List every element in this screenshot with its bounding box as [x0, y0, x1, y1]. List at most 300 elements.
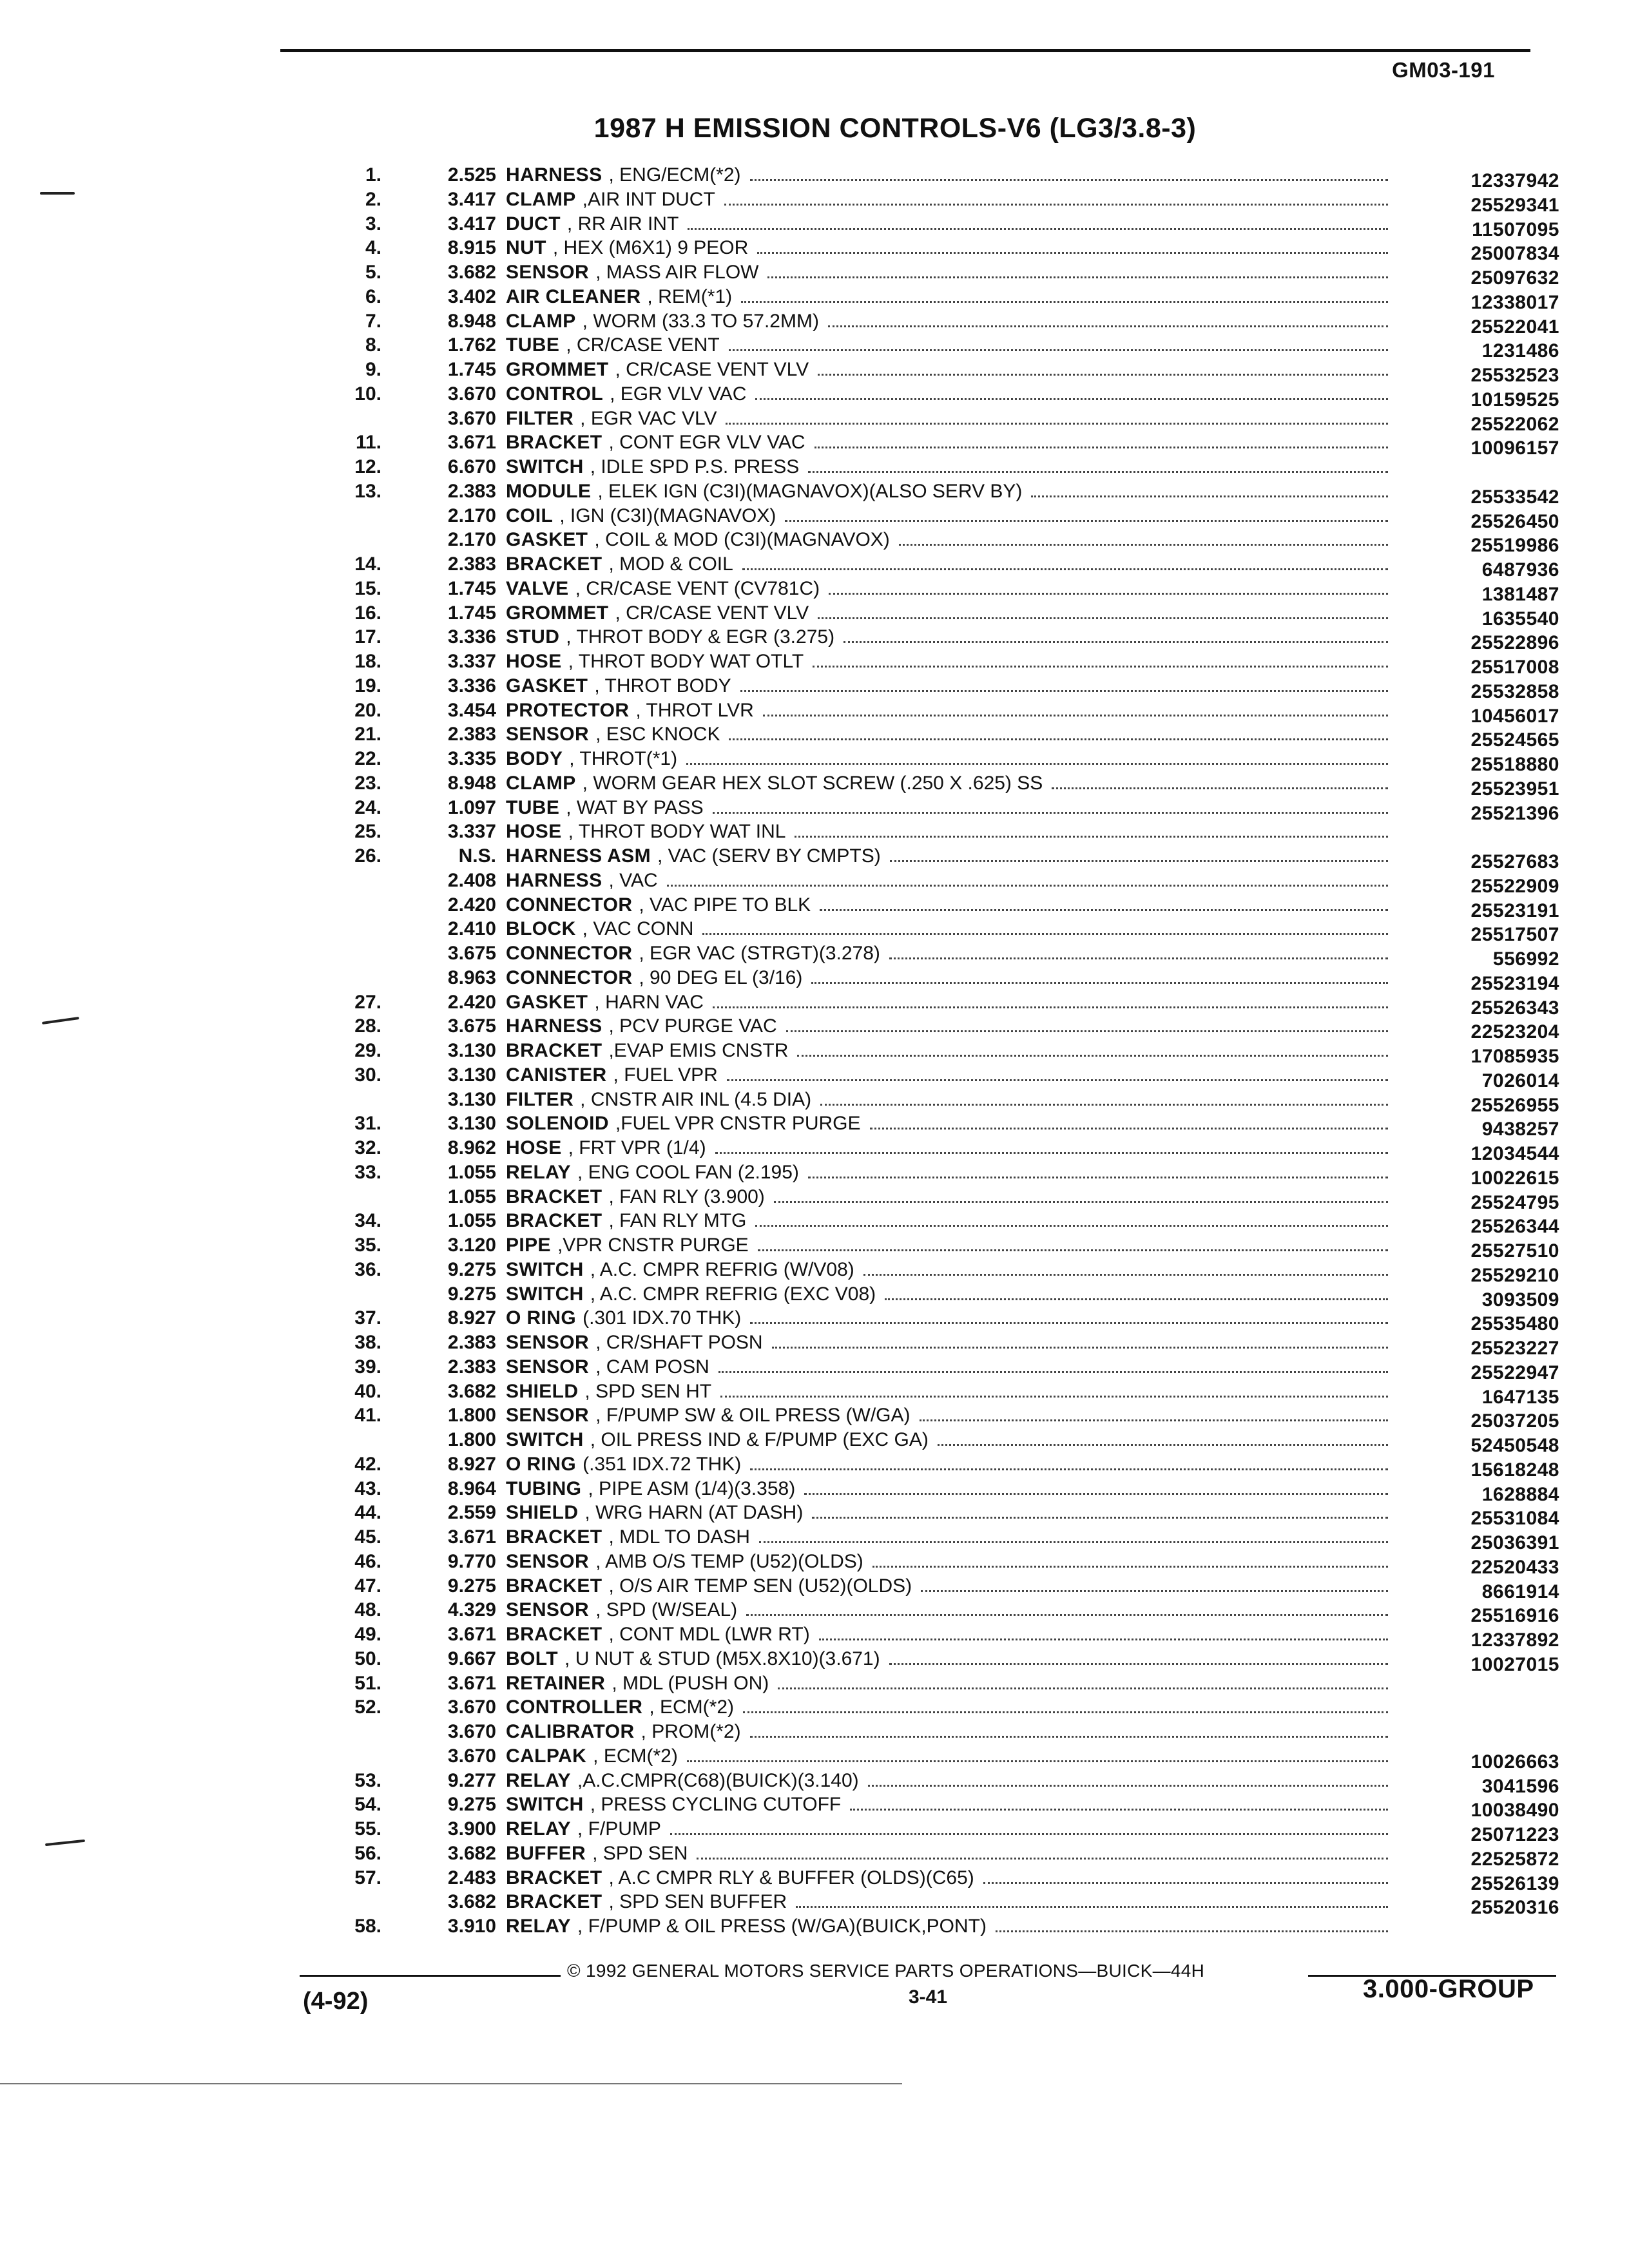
item-key: 27. [354, 991, 381, 1013]
group-number: 2.383 [447, 1356, 496, 1378]
part-number: 12034544 [1470, 1143, 1559, 1164]
part-detail: ,A.C.CMPR(C68)(BUICK)(3.140) [577, 1769, 859, 1791]
part-description [506, 1792, 1392, 1817]
part-name: SHIELD [506, 1380, 579, 1402]
part-row [322, 309, 1559, 338]
item-key: 24. [354, 796, 381, 818]
part-row [322, 917, 1559, 946]
item-key: 53. [354, 1769, 381, 1791]
part-row [322, 1136, 1559, 1164]
item-key: 41. [354, 1405, 381, 1427]
part-row [322, 479, 1559, 508]
dot-leader [797, 1039, 1388, 1057]
part-name: PIPE [506, 1235, 551, 1256]
catalog-code: GM03-191 [1392, 58, 1495, 82]
part-number: 9438257 [1481, 1119, 1559, 1140]
group-number: 1.800 [447, 1405, 496, 1427]
group-number: 9.275 [447, 1283, 496, 1305]
part-name: SENSOR [506, 1405, 590, 1427]
part-description [506, 236, 1392, 260]
part-description [506, 1671, 1392, 1696]
part-row [322, 820, 1559, 844]
part-description [506, 1841, 1392, 1866]
part-detail: (.301 IDX.70 THK) [583, 1307, 742, 1329]
part-detail: , THROT(*1) [569, 748, 678, 769]
part-name: SWITCH [506, 456, 584, 477]
item-key: 10. [354, 383, 381, 405]
part-number: 25526343 [1470, 997, 1559, 1019]
part-name: HOSE [506, 651, 562, 672]
part-detail: , COIL & MOD (C3I)(MAGNAVOX) [594, 529, 890, 551]
group-number: 3.671 [447, 1624, 496, 1645]
part-number: 10022615 [1470, 1167, 1559, 1189]
item-key: 11. [355, 432, 381, 454]
part-number: 17085935 [1470, 1046, 1559, 1067]
part-description [506, 747, 1392, 771]
part-number: 22520433 [1470, 1556, 1559, 1578]
part-row [322, 698, 1559, 727]
copyright-line: © 1992 GENERAL MOTORS SERVICE PARTS OPERATIONS—BUICK—44H [567, 1961, 1205, 1981]
part-detail: ,AIR INT DUCT [582, 188, 715, 210]
part-name: FILTER [506, 407, 574, 429]
dot-leader [750, 1720, 1388, 1738]
group-number: 1.055 [447, 1186, 496, 1207]
part-detail: , FRT VPR (1/4) [568, 1137, 706, 1158]
part-number: 10456017 [1470, 705, 1559, 727]
part-name: RELAY [506, 1161, 571, 1183]
group-number: 1.745 [447, 577, 496, 599]
part-name: BRACKET [506, 1891, 602, 1913]
part-number: 15618248 [1470, 1459, 1559, 1481]
part-name: O RING [506, 1453, 577, 1475]
group-number: 2.420 [447, 894, 496, 916]
part-detail: , THROT BODY WAT OTLT [568, 651, 804, 672]
part-row [322, 1233, 1559, 1262]
part-row [322, 1477, 1559, 1505]
dot-leader [759, 1525, 1388, 1543]
item-key: 17. [354, 626, 381, 648]
part-number: 25527510 [1470, 1240, 1559, 1262]
part-name: SHIELD [506, 1502, 579, 1524]
part-detail: , FAN RLY MTG [608, 1210, 747, 1232]
dot-leader [938, 1428, 1388, 1446]
part-detail: , PCV PURGE VAC [608, 1015, 777, 1037]
group-number: 3.335 [447, 748, 496, 769]
dot-leader [718, 1355, 1388, 1373]
part-description [506, 1258, 1392, 1282]
part-detail: , FUEL VPR [613, 1064, 718, 1086]
part-detail: , U NUT & STUD (M5X.8X10)(3.671) [564, 1648, 880, 1669]
dot-leader [812, 1501, 1388, 1519]
item-key: 15. [354, 577, 381, 599]
dot-leader [774, 1185, 1388, 1203]
part-description [506, 285, 1392, 309]
part-detail: , A.C CMPR RLY & BUFFER (OLDS)(C65) [608, 1867, 974, 1888]
part-description [506, 552, 1392, 577]
dot-leader [863, 1258, 1388, 1276]
item-key: 57. [354, 1867, 381, 1888]
part-name: SWITCH [506, 1794, 584, 1816]
group-number: 3.130 [447, 1113, 496, 1135]
item-key: 42. [354, 1453, 381, 1475]
part-number: 25524565 [1470, 729, 1559, 751]
part-detail: , ECM(*2) [593, 1745, 678, 1767]
part-description [506, 796, 1392, 820]
part-name: FILTER [506, 1088, 574, 1110]
dot-leader [767, 260, 1388, 278]
group-number: 3.675 [447, 1015, 496, 1037]
part-name: HARNESS ASM [506, 845, 651, 867]
group-number: 3.454 [447, 699, 496, 721]
item-key: 29. [354, 1040, 381, 1061]
item-key: 40. [354, 1380, 381, 1402]
part-name: TUBE [506, 796, 560, 818]
part-row [322, 674, 1559, 702]
part-row [322, 1890, 1559, 1919]
group-number: 3.682 [447, 1380, 496, 1402]
revision-date: (4-92) [303, 1988, 369, 2015]
dot-leader [757, 236, 1388, 254]
part-number: 25520316 [1470, 1897, 1559, 1919]
part-description [506, 382, 1392, 407]
group-number: 1.745 [447, 359, 496, 380]
group-number: 3.130 [447, 1088, 496, 1110]
part-row [322, 771, 1559, 800]
item-key: 4. [365, 237, 381, 259]
part-name: CLAMP [506, 310, 576, 332]
part-detail: ,FUEL VPR CNSTR PURGE [615, 1113, 861, 1135]
item-key: 49. [354, 1624, 381, 1645]
dot-leader [729, 722, 1388, 740]
part-number: 25097632 [1470, 267, 1559, 289]
part-name: SWITCH [506, 1283, 584, 1305]
part-name: CONNECTOR [506, 943, 633, 964]
part-detail: , OIL PRESS IND & F/PUMP (EXC GA) [590, 1429, 929, 1450]
part-description [506, 1647, 1392, 1671]
group-number: 3.682 [447, 262, 496, 283]
dot-leader [885, 1282, 1388, 1300]
part-row [322, 528, 1559, 557]
item-key: 52. [354, 1696, 381, 1718]
group-number: 3.336 [447, 675, 496, 697]
part-name: BRACKET [506, 1210, 602, 1232]
dot-leader [772, 1331, 1388, 1349]
part-description [506, 1695, 1392, 1720]
group-number: 1.097 [447, 796, 496, 818]
part-row [322, 941, 1559, 970]
part-row [322, 1792, 1559, 1821]
item-key: 50. [354, 1648, 381, 1669]
group-number: 3.671 [447, 432, 496, 454]
group-number: 3.417 [447, 213, 496, 235]
item-key: 22. [354, 748, 381, 769]
part-number: 3093509 [1481, 1289, 1559, 1311]
dot-leader [811, 966, 1388, 984]
item-key: 39. [354, 1356, 381, 1378]
part-name: RELAY [506, 1769, 571, 1791]
group-number: 8.948 [447, 772, 496, 794]
item-key: 26. [354, 845, 381, 867]
group-number: 3.671 [447, 1526, 496, 1548]
part-name: BLOCK [506, 918, 576, 940]
dot-leader [713, 990, 1388, 1008]
part-number: 25532523 [1470, 365, 1559, 386]
part-number: 22523204 [1470, 1021, 1559, 1043]
part-description [506, 966, 1392, 990]
item-key: 28. [354, 1015, 381, 1037]
part-description [506, 1525, 1392, 1550]
part-row [322, 1063, 1559, 1091]
part-name: HARNESS [506, 869, 602, 891]
part-number: 25522947 [1470, 1361, 1559, 1383]
dot-leader [889, 941, 1388, 959]
dot-leader [815, 430, 1388, 448]
part-description [506, 430, 1392, 455]
item-key: 3. [365, 213, 381, 235]
group-number: 9.275 [447, 1258, 496, 1280]
part-row [322, 1185, 1559, 1213]
part-number: 10026663 [1470, 1751, 1559, 1773]
part-number: 25533542 [1470, 486, 1559, 508]
group-number: 1.745 [447, 602, 496, 624]
part-number: 25532858 [1470, 680, 1559, 702]
dot-leader [670, 1817, 1388, 1835]
part-detail: , A.C. CMPR REFRIG (W/V08) [590, 1258, 854, 1280]
part-row [322, 236, 1559, 265]
part-description [506, 358, 1392, 382]
item-key: 48. [354, 1599, 381, 1621]
part-detail: , EGR VAC VLV [580, 407, 717, 429]
part-row [322, 1647, 1559, 1675]
part-number: 25524795 [1470, 1191, 1559, 1213]
part-description [506, 625, 1392, 649]
part-description [506, 1477, 1392, 1501]
part-name: GROMMET [506, 359, 609, 380]
part-detail: , VAC CONN [582, 918, 694, 940]
dot-leader [687, 1744, 1388, 1762]
part-name: BRACKET [506, 1040, 602, 1061]
part-name: CALPAK [506, 1745, 587, 1767]
group-number: 2.383 [447, 724, 496, 745]
part-row [322, 601, 1559, 629]
dot-leader [921, 1574, 1388, 1592]
part-row [322, 187, 1559, 216]
dot-leader [729, 333, 1388, 351]
part-number: 22525872 [1470, 1848, 1559, 1870]
item-key: 14. [354, 553, 381, 575]
group-number: 3.417 [447, 188, 496, 210]
part-description [506, 1355, 1392, 1379]
group-number: 2.170 [447, 529, 496, 551]
part-description [506, 333, 1392, 358]
item-key: 37. [354, 1307, 381, 1329]
part-number: 556992 [1492, 948, 1559, 970]
part-detail: ,EVAP EMIS CNSTR [608, 1040, 789, 1061]
group-number: 1.800 [447, 1429, 496, 1450]
part-description [506, 771, 1392, 796]
group-number: 8.948 [447, 310, 496, 332]
part-name: CANISTER [506, 1064, 607, 1086]
part-name: BRACKET [506, 1867, 602, 1888]
part-number: 25526450 [1470, 510, 1559, 532]
item-key: 46. [354, 1550, 381, 1572]
part-name: HOSE [506, 1137, 562, 1158]
dot-leader [1031, 479, 1388, 497]
part-description [506, 1379, 1392, 1404]
margin-mark [40, 192, 75, 195]
dot-leader [702, 917, 1388, 935]
dot-leader [688, 212, 1388, 230]
dot-leader [818, 358, 1388, 376]
dot-leader [796, 1890, 1388, 1908]
part-detail: , CONT EGR VLV VAC [608, 432, 805, 454]
part-detail: , PROM(*2) [641, 1721, 741, 1742]
part-number: 11507095 [1472, 218, 1559, 240]
part-description [506, 1598, 1392, 1622]
dot-leader [795, 820, 1388, 838]
group-number: 3.910 [447, 1916, 496, 1937]
part-detail: , WORM GEAR HEX SLOT SCREW (.250 X .625) SS [582, 772, 1043, 794]
part-description [506, 1185, 1392, 1209]
part-row [322, 163, 1559, 191]
part-description [506, 1866, 1392, 1890]
dot-leader [996, 1914, 1388, 1932]
part-name: MODULE [506, 480, 592, 502]
part-description [506, 1769, 1392, 1793]
dot-leader [983, 1866, 1388, 1884]
part-name: BRACKET [506, 553, 602, 575]
dot-leader [713, 796, 1388, 814]
part-detail: , ELEK IGN (C3I)(MAGNAVOX)(ALSO SERV BY) [597, 480, 1023, 502]
group-number: 2.410 [447, 918, 496, 940]
group-number: 3.130 [447, 1040, 496, 1061]
group-number: 3.682 [447, 1891, 496, 1913]
group-number: 8.963 [447, 966, 496, 988]
dot-leader [740, 674, 1388, 692]
part-description [506, 479, 1392, 504]
part-number: 25522909 [1470, 875, 1559, 897]
part-detail: , ENG COOL FAN (2.195) [577, 1161, 799, 1183]
group-number: 8.915 [447, 237, 496, 259]
part-description [506, 1574, 1392, 1599]
part-number: 25526955 [1470, 1094, 1559, 1116]
part-description [506, 1890, 1392, 1914]
part-description [506, 990, 1392, 1015]
part-name: TUBING [506, 1477, 582, 1499]
part-row [322, 1088, 1559, 1116]
dot-leader [750, 1452, 1388, 1470]
part-detail: , CR/SHAFT POSN [595, 1332, 763, 1353]
dot-leader [818, 601, 1388, 619]
part-detail: , F/PUMP & OIL PRESS (W/GA)(BUICK,PONT) [577, 1916, 987, 1937]
part-row [322, 796, 1559, 824]
part-name: GROMMET [506, 602, 609, 624]
part-description [506, 577, 1392, 601]
part-name: DUCT [506, 213, 561, 235]
part-number: 25523194 [1470, 972, 1559, 994]
item-key: 31. [354, 1113, 381, 1135]
item-key: 38. [354, 1332, 381, 1353]
part-detail: , WRG HARN (AT DASH) [584, 1502, 804, 1524]
part-row [322, 1866, 1559, 1894]
dot-leader [889, 1647, 1388, 1665]
dot-leader [804, 1477, 1388, 1495]
part-row [322, 552, 1559, 581]
part-description [506, 917, 1392, 941]
item-key: 25. [354, 821, 381, 843]
part-description [506, 260, 1392, 285]
item-key: 32. [354, 1137, 381, 1158]
part-row [322, 1379, 1559, 1408]
part-number: 25516916 [1470, 1605, 1559, 1627]
group-number: 9.277 [447, 1769, 496, 1791]
item-key: 1. [365, 164, 381, 186]
part-detail: , PIPE ASM (1/4)(3.358) [588, 1477, 796, 1499]
part-detail: , IGN (C3I)(MAGNAVOX) [559, 505, 776, 526]
part-row [322, 260, 1559, 289]
part-name: RELAY [506, 1916, 571, 1937]
part-detail: , SPD SEN BUFFER [608, 1891, 787, 1913]
part-row [322, 1525, 1559, 1553]
part-number: 12337892 [1470, 1629, 1559, 1651]
part-detail: (.351 IDX.72 THK) [583, 1453, 742, 1475]
part-name: BRACKET [506, 1624, 602, 1645]
part-description [506, 1014, 1392, 1039]
group-number: 2.383 [447, 553, 496, 575]
part-name: STUD [506, 626, 560, 648]
part-number: 1628884 [1481, 1483, 1559, 1505]
item-key: 7. [365, 310, 381, 332]
part-name: SOLENOID [506, 1113, 609, 1135]
part-name: RELAY [506, 1818, 571, 1840]
part-row [322, 1014, 1559, 1043]
part-description [506, 649, 1392, 674]
dot-leader [758, 1233, 1388, 1251]
part-number: 25523227 [1470, 1338, 1559, 1359]
part-description [506, 820, 1392, 844]
part-row [322, 382, 1559, 410]
part-detail: , MDL TO DASH [608, 1526, 750, 1548]
group-number: 3.671 [447, 1672, 496, 1694]
part-number: 8661914 [1481, 1581, 1559, 1602]
part-number: 25522041 [1470, 316, 1559, 338]
group-number: 3.130 [447, 1064, 496, 1086]
group-number: 3.682 [447, 1842, 496, 1864]
part-name: BUFFER [506, 1842, 586, 1864]
group-number: 8.927 [447, 1307, 496, 1329]
part-row [322, 1671, 1559, 1696]
footer-rule-left [300, 1975, 561, 1977]
part-name: O RING [506, 1307, 577, 1329]
part-detail: , VAC [608, 869, 658, 891]
group-number: 2.170 [447, 505, 496, 526]
part-row [322, 1769, 1559, 1797]
margin-mark [42, 1017, 79, 1024]
part-row [322, 1428, 1559, 1456]
parts-list [322, 163, 1559, 1939]
part-detail: , MOD & COIL [608, 553, 733, 575]
part-row [322, 747, 1559, 775]
group-number: N.S. [458, 845, 496, 867]
part-description [506, 309, 1392, 334]
dot-leader [763, 698, 1388, 716]
part-number: 25529341 [1470, 194, 1559, 216]
part-description [506, 869, 1392, 893]
part-description [506, 1039, 1392, 1063]
part-detail: , ENG/ECM(*2) [608, 164, 741, 186]
group-number: 2.483 [447, 1867, 496, 1888]
part-number: 12338017 [1470, 291, 1559, 313]
